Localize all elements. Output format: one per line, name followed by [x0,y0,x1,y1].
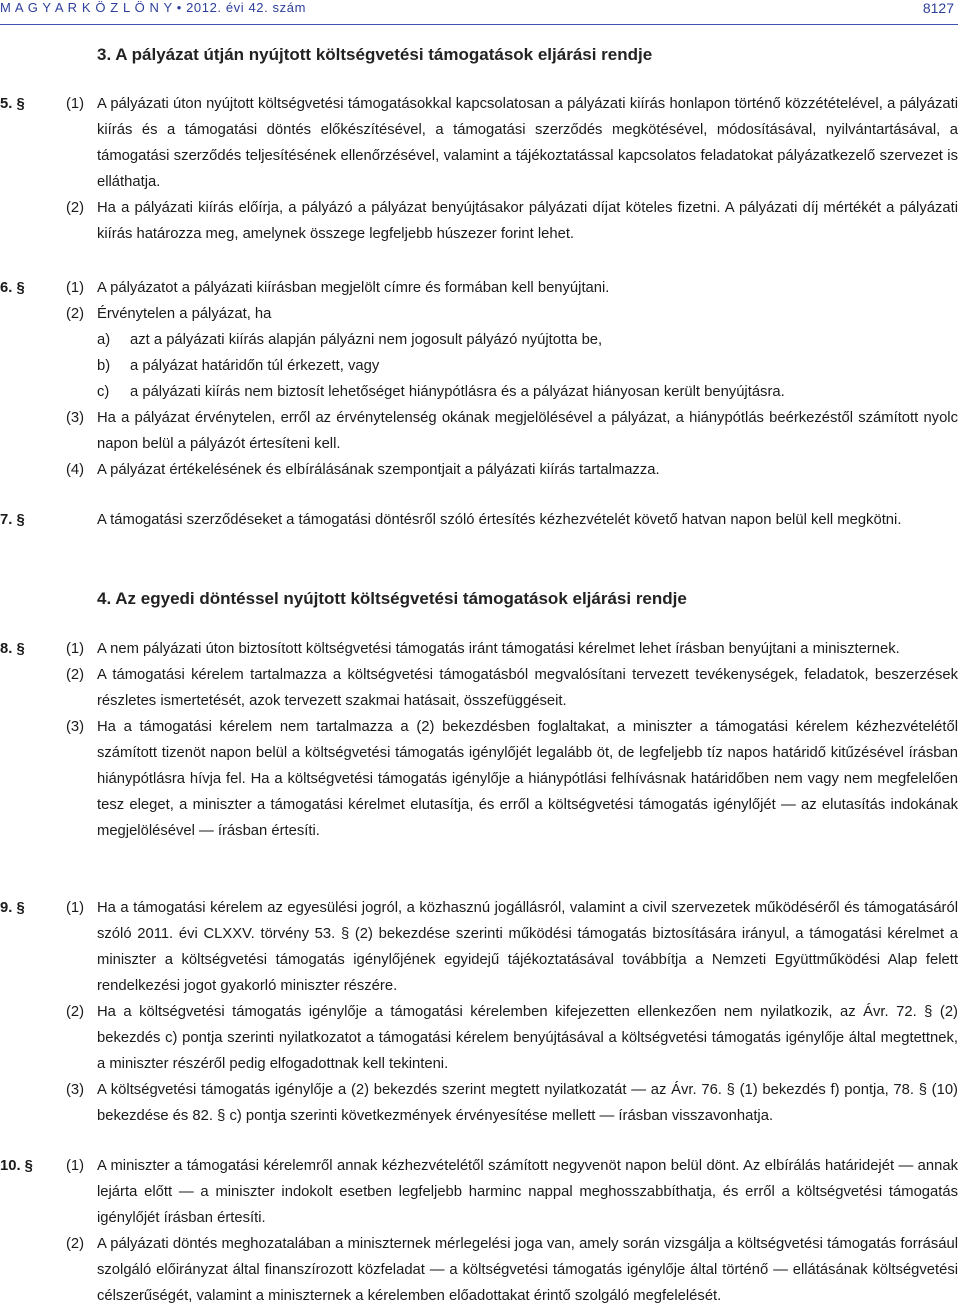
paragraph-text: Ha a támogatási kérelem nem tartalmazza a (2) bekezdésben foglaltakat, a miniszter a támogatási kérelem kézhezvételétől számított tizenöt napon belül a költségvetési támogatás igénylőjét legalább öt, de legfeljebb tíz napos határidő kitűzésével írásban hiánypótlásra hívja fel. Ha a költségvetési támogatás igénylője a hiánypótlási felhívásnak határidőben nem vagy nem megfelelően tesz eleget, a miniszter a támogatási kérelmet elutasítja, és erről a költségvetési támogatás igénylőjét — az elutasítás indokának megjelölésével — írásban értesíti. [97,719,958,839]
paragraph-9-2 [0,999,958,1077]
paragraph-label: (3) [66,1082,85,1098]
paragraph-7 [0,507,958,533]
paragraph-9-3 [0,1077,958,1129]
paragraph-label: (1) [66,900,85,916]
paragraph-text: Érvénytelen a pályázat, ha [97,306,272,322]
section-8 [0,636,958,844]
section-number: 7. § [0,512,25,528]
paragraph-6-2 [0,301,958,327]
section-number: 8. § [0,641,25,657]
paragraph-label: (2) [66,1236,85,1252]
paragraph-label: (3) [66,719,85,735]
section-number: 10. § [0,1158,33,1174]
journal-title: M A G Y A R K Ö Z L Ö N Y • 2012. évi 42. szám [0,0,307,15]
point-label: c) [97,384,110,400]
paragraph-label: (2) [66,1004,85,1020]
paragraph-text: Ha a pályázati kiírás előírja, a pályázó a pályázat benyújtásakor pályázati díjat köteles fizetni. A pályázati díj mértékét a pályázati kiírás határozza meg, amelynek összege legfeljebb húszezer forint lehet. [97,200,958,242]
paragraph-5-2 [0,195,958,247]
paragraph-label: (1) [66,280,85,296]
paragraph-6-1 [0,275,958,301]
paragraph-6-3 [0,405,958,457]
paragraph-text: A pályázati döntés meghozatalában a miniszternek mérlegelési joga van, amely során vizsgálja a költségvetési támogatás forrásául szolgáló előirányzat által finanszírozott közfeladat — a költségvetési támogatás igénylője által történő — ellátásának költségvetési célszerűségét, valamint a miniszternek a kérelemben előadottakat érintő szolgáló megfelelését. [97,1236,958,1304]
section-number: 5. § [0,96,25,112]
paragraph-text: A miniszter a támogatási kérelemről annak kézhezvételétől számított negyvenöt napon belül dönt. Az elbírálás határidejét — annak lejárta előtt — a miniszter indokolt esetben legfeljebb harminc nappal meghosszabbíthatja, és erről a költségvetési támogatás igénylőjét írásban értesíti. [97,1158,958,1226]
paragraph-text: A pályázatot a pályázati kiírásban megjelölt címre és formában kell benyújtani. [97,280,610,296]
paragraph-text: Ha a költségvetési támogatás igénylője a támogatási kérelemben kifejezetten ellenkezően nem nyilatkozik, az Ávr. 72. § (2) bekezdés c) pontja szerinti nyilatkozatot a támogatási kérelem benyújtásával a költségvetési támogatás igénylője által megtettnek, a miniszter részéről pedig elfogadottnak kell tekinteni. [97,1004,958,1072]
paragraph-10-2 [0,1231,958,1309]
section-9 [0,895,958,1129]
paragraph-8-1 [0,636,958,662]
point-text: azt a pályázati kiírás alapján pályázni nem jogosult pályázó nyújtotta be, [130,332,603,348]
section-6 [0,275,958,483]
paragraph-9-1 [0,895,958,999]
running-header [0,0,958,25]
paragraph-label: (2) [66,667,85,683]
paragraph-text: A támogatási kérelem tartalmazza a költségvetési támogatásból megvalósítani tervezett tevékenységek, feladatok, beszerzések részletes ismertetését, azok tervezett szakmai hatásait, összefüggéseit. [97,667,958,709]
paragraph-text: A pályázat értékelésének és elbírálásának szempontjait a pályázati kiírás tartalmazza. [97,462,660,478]
point-label: b) [97,358,111,374]
paragraph-text: A költségvetési támogatás igénylője a (2) bekezdés szerint megtett nyilatkozatát — az Ávr. 76. § (1) bekezdés f) pontja, 78. § (10) bekezdése és 82. § c) pontja szerinti következmények érvényesítése mellett — írásban visszavonhatja. [97,1082,958,1124]
paragraph-label: (1) [66,96,85,112]
point-b [0,353,958,379]
point-label: a) [97,332,111,348]
paragraph-text: A pályázati úton nyújtott költségvetési támogatásokkal kapcsolatosan a pályázati kiírás honlapon történő közzétételével, a pályázati kiírás és a támogatási döntés előkészítésével, a támogatási szerződés megkötésével, módosításával, nyilvántartásával, a támogatási szerződés teljesítésének ellenőrzésével, valamint a tájékoztatással kapcsolatos feladatokat pályázatkezelő szervezet is elláthatja. [97,96,958,190]
paragraph-label: (4) [66,462,85,478]
paragraph-label: (2) [66,200,85,216]
paragraph-text: Ha a támogatási kérelem az egyesülési jogról, a közhasznú jogállásról, valamint a civil szervezetek működéséről és támogatásáról szóló 2011. évi CLXXV. törvény 53. § (2) bekezdése szerinti működési támogatás biztosítására irányul, a támogatási kérelmet a miniszter a költségvetési támogatás igénylőjének egyidejű tájékoztatásával továbbítja a Nemzeti Együttműködési Alap felett rendelkezési jogot gyakorló miniszter részére. [97,900,958,994]
paragraph-8-2 [0,662,958,714]
page-number: 8127 [922,0,954,16]
paragraph-8-3 [0,714,958,844]
paragraph-label: (1) [66,641,85,657]
section-10 [0,1153,958,1309]
point-text: a pályázati kiírás nem biztosít lehetőséget hiánypótlásra és a pályázat hiányosan került benyújtásra. [130,384,785,400]
section-heading-4: 4. Az egyedi döntéssel nyújtott költségvetési támogatások eljárási rendje [97,589,687,608]
point-text: a pályázat határidőn túl érkezett, vagy [130,358,380,374]
paragraph-5-1 [0,91,958,195]
paragraph-text: A támogatási szerződéseket a támogatási döntésről szóló értesítés kézhezvételét követő hatvan napon belül kell megkötni. [97,512,902,528]
paragraph-label: (1) [66,1158,85,1174]
paragraph-label: (2) [66,306,85,322]
paragraph-text: A nem pályázati úton biztosított költségvetési támogatás iránt támogatási kérelmet lehet írásban benyújtani a miniszternek. [97,641,900,657]
section-5 [0,91,958,247]
point-a [0,327,958,353]
section-heading-3: 3. A pályázat útján nyújtott költségvetési támogatások eljárási rendje [97,45,653,64]
point-c [0,379,958,405]
paragraph-6-4 [0,457,958,483]
paragraph-text: Ha a pályázat érvénytelen, erről az érvénytelenség okának megjelölésével a pályázat, a hiánypótlás beérkezéstől számított nyolc napon belül a pályázót értesíteni kell. [97,410,958,452]
paragraph-10-1 [0,1153,958,1231]
section-number: 9. § [0,900,25,916]
section-number: 6. § [0,280,25,296]
paragraph-label: (3) [66,410,85,426]
section-7 [0,507,958,533]
